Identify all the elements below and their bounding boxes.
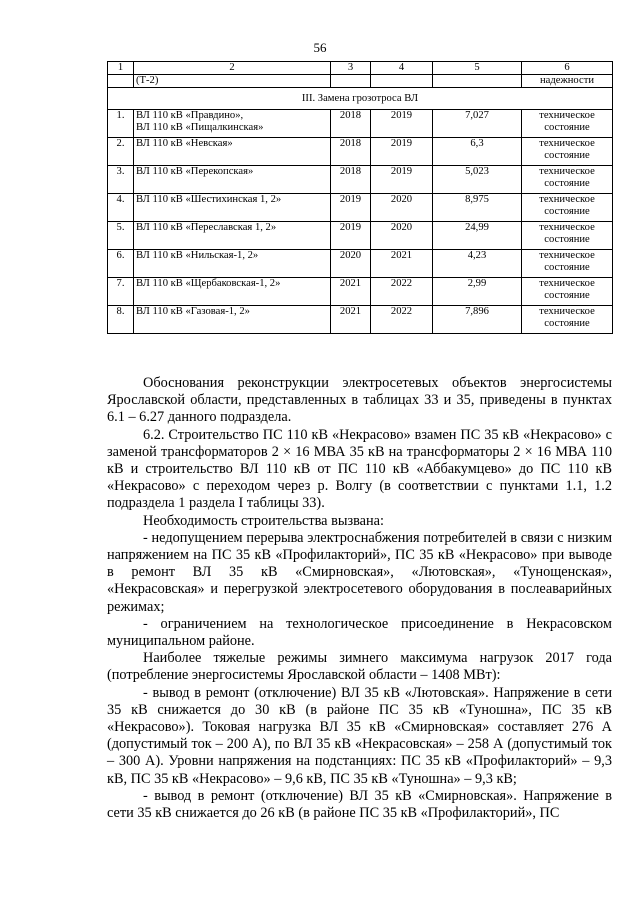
length-value-cell: 4,23 — [433, 250, 522, 278]
row-number-cell: 4. — [108, 194, 134, 222]
table-row — [108, 166, 613, 194]
length-value-cell: 24,99 — [433, 222, 522, 250]
start-year-cell: 2021 — [331, 306, 371, 334]
table-body — [108, 110, 613, 334]
start-year-cell: 2018 — [331, 166, 371, 194]
column-number-row — [108, 62, 613, 75]
column-number: 1 — [108, 62, 134, 75]
reason-cell: техническое состояние — [522, 306, 613, 334]
column-number: 6 — [522, 62, 613, 75]
continuation-row — [108, 75, 613, 88]
paragraph: - вывод в ремонт (отключение) ВЛ 35 кВ «Смирновская». Напряжение в сети 35 кВ снижается до 26 кВ (в районе ПС 35 кВ «Профилакторий», ПС — [107, 787, 612, 822]
row-number-cell: 5. — [108, 222, 134, 250]
line-name-cell: ВЛ 110 кВ «Правдино», ВЛ 110 кВ «Пищалкинская» — [134, 110, 331, 138]
paragraph: 6.2. Строительство ПС 110 кВ «Некрасово» взамен ПС 35 кВ «Некрасово» с заменой трансформаторов 2 × 16 МВА 35 кВ на трансформаторы 2 × 16 МВА 110 кВ и строительство ВЛ 110 кВ от ПС 110 кВ «Аббакумцево» до ПС 110 кВ «Некрасово» с переходом через р. Волгу (в соответствии с пунктами 1.1, 1.2 подраздела 1 раздела I таблицы 33). — [107, 426, 612, 512]
row-number-cell: 2. — [108, 138, 134, 166]
end-year-cell: 2020 — [371, 222, 433, 250]
reason-cell: техническое состояние — [522, 194, 613, 222]
continuation-empty-cell — [433, 75, 522, 88]
line-name-cell: ВЛ 110 кВ «Невская» — [134, 138, 331, 166]
table-row — [108, 250, 613, 278]
document-body — [107, 375, 612, 822]
reason-cell: техническое состояние — [522, 110, 613, 138]
continuation-empty-cell — [371, 75, 433, 88]
column-number: 5 — [433, 62, 522, 75]
reason-cell: техническое состояние — [522, 250, 613, 278]
page-number: 56 — [313, 40, 327, 55]
table-row — [108, 222, 613, 250]
paragraph: - вывод в ремонт (отключение) ВЛ 35 кВ «Лютовская». Напряжение в сети 35 кВ снижается до 30 кВ (в районе ПС 35 кВ «Туношна», ПС 35 кВ «Некрасово»). Токовая нагрузка ВЛ 35 кВ «Смирновская» составляет 276 А (допустимый ток – 200 А), по ВЛ 35 кВ «Некрасовская» – 258 А (допустимый ток – 300 А). Уровни напряжения на подстанциях: ПС 35 кВ «Профилакторий» – 9,3 кВ, ПС 35 кВ «Некрасово» – 9,6 кВ, ПС 35 кВ «Туношна» – 9,3 кВ; — [107, 684, 612, 787]
row-number-cell: 3. — [108, 166, 134, 194]
line-name-cell: ВЛ 110 кВ «Газовая-1, 2» — [134, 306, 331, 334]
reason-cell: техническое состояние — [522, 222, 613, 250]
start-year-cell: 2019 — [331, 194, 371, 222]
column-number: 3 — [331, 62, 371, 75]
end-year-cell: 2020 — [371, 194, 433, 222]
continuation-empty-cell — [331, 75, 371, 88]
length-value-cell: 6,3 — [433, 138, 522, 166]
table-row — [108, 138, 613, 166]
start-year-cell: 2019 — [331, 222, 371, 250]
paragraph: Обоснования реконструкции электросетевых объектов энергосистемы Ярославской области, представленных в таблицах 33 и 35, приведены в пунктах 6.1 – 6.27 данного подраздела. — [107, 375, 612, 426]
row-number-cell: 8. — [108, 306, 134, 334]
end-year-cell: 2022 — [371, 278, 433, 306]
section-row — [108, 88, 613, 110]
row-number-cell: 6. — [108, 250, 134, 278]
end-year-cell: 2022 — [371, 306, 433, 334]
line-name-cell: ВЛ 110 кВ «Щербаковская-1, 2» — [134, 278, 331, 306]
section-title: III. Замена грозотроса ВЛ — [108, 88, 613, 110]
continuation-name: (Т-2) — [134, 75, 331, 88]
column-number: 4 — [371, 62, 433, 75]
length-value-cell: 7,027 — [433, 110, 522, 138]
table-row — [108, 306, 613, 334]
length-value-cell: 8,975 — [433, 194, 522, 222]
table-row — [108, 110, 613, 138]
line-name-cell: ВЛ 110 кВ «Переславская 1, 2» — [134, 222, 331, 250]
reconstruction-table — [107, 61, 613, 334]
continuation-empty-cell — [108, 75, 134, 88]
line-name-cell: ВЛ 110 кВ «Нильская-1, 2» — [134, 250, 331, 278]
end-year-cell: 2019 — [371, 110, 433, 138]
end-year-cell: 2021 — [371, 250, 433, 278]
length-value-cell: 2,99 — [433, 278, 522, 306]
start-year-cell: 2021 — [331, 278, 371, 306]
start-year-cell: 2020 — [331, 250, 371, 278]
line-name-cell: ВЛ 110 кВ «Шестихинская 1, 2» — [134, 194, 331, 222]
start-year-cell: 2018 — [331, 110, 371, 138]
paragraph: Необходимость строительства вызвана: — [143, 512, 384, 529]
length-value-cell: 5,023 — [433, 166, 522, 194]
table-row — [108, 194, 613, 222]
line-name-cell: ВЛ 110 кВ «Перекопская» — [134, 166, 331, 194]
paragraph: Наиболее тяжелые режимы зимнего максимума нагрузок 2017 года (потребление энергосистемы Ярославской области – 1408 МВт): — [107, 650, 612, 684]
row-number-cell: 1. — [108, 110, 134, 138]
column-number: 2 — [134, 62, 331, 75]
end-year-cell: 2019 — [371, 138, 433, 166]
reason-cell: техническое состояние — [522, 278, 613, 306]
table-row — [108, 278, 613, 306]
length-value-cell: 7,896 — [433, 306, 522, 334]
reason-cell: техническое состояние — [522, 166, 613, 194]
end-year-cell: 2019 — [371, 166, 433, 194]
row-number-cell: 7. — [108, 278, 134, 306]
paragraph: - недопущением перерыва электроснабжения потребителей в связи с низким напряжением на ПС 35 кВ «Профилакторий», ПС 35 кВ «Некрасово» при выводе в ремонт ВЛ 35 кВ «Смирновская», «Лютовская», «Тунощенская», «Некрасовская» и перегрузкой электросетевого оборудования в послеаварийных режимах; — [107, 529, 612, 615]
paragraph: - ограничением на технологическое присоединение в Некрасовском муниципальном районе. — [107, 615, 612, 650]
start-year-cell: 2018 — [331, 138, 371, 166]
reason-cell: техническое состояние — [522, 138, 613, 166]
continuation-reason: надежности — [522, 75, 613, 88]
